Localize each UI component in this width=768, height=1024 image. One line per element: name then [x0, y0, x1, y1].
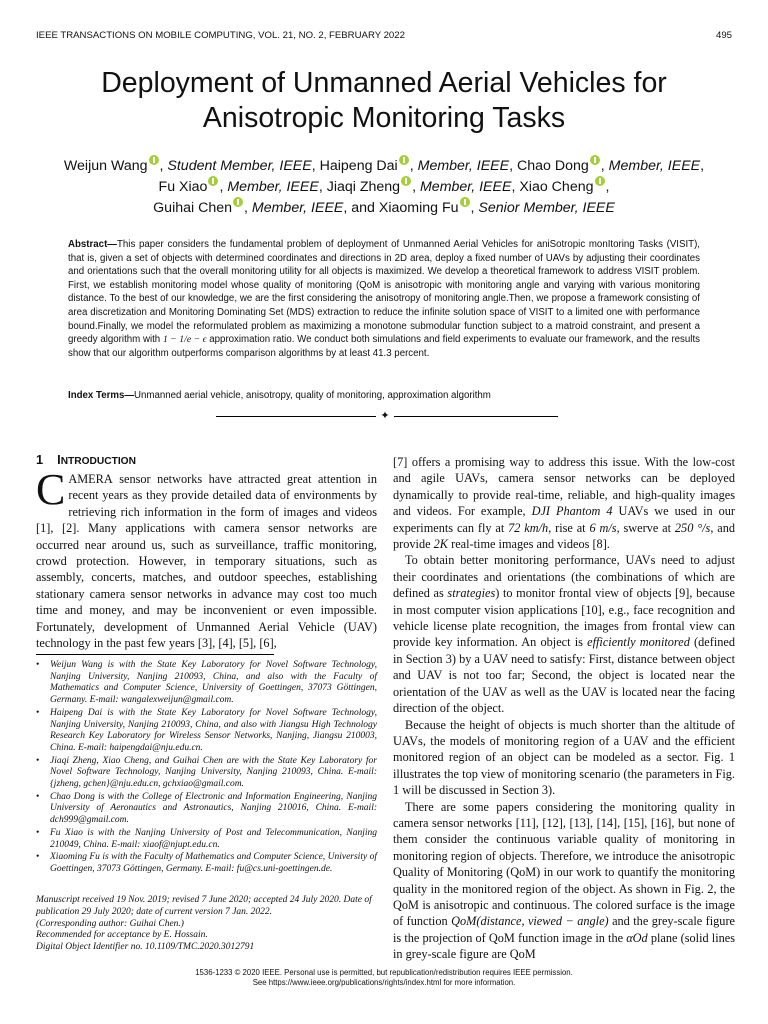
doi[interactable]: Digital Object Identifier no. 10.1109/TMC.2020.3012791 [36, 942, 255, 953]
manuscript-info [36, 895, 377, 954]
corresponding-author: (Corresponding author: Guihai Chen.) [36, 918, 184, 929]
intro-paragraph [36, 465, 377, 651]
footnote-item: • Haipeng Dai is with the State Key Laboratory for Novel Software Technology, Nanjing University, Nanjing 210093, China, and also with Jiangsu High Technology Research Key Laboratory for Wireless Sensor Networks, Nanjing, Jiangsu 210003, China. E-mail: haipengdai@nju.edu.cn. [36, 708, 377, 755]
footnote-item: • Fu Xiao is with the Nanjing University of Post and Telecommunication, Nanjing 210049, China. E-mail: xiaof@njupt.edu.cn. [36, 828, 377, 851]
orcid-icon[interactable] [149, 155, 159, 165]
orcid-icon[interactable] [460, 197, 470, 207]
footnote-item: • Xiaoming Fu is with the Faculty of Mathematics and Computer Science, University of Goettingen, 37073 Göttingen, Germany. E-mail: fu@cs.uni-goettingen.de. [36, 852, 377, 875]
affiliation-footnotes [36, 660, 377, 877]
math-rise: 6 m/s [589, 520, 617, 535]
abstract-text: This paper considers the fundamental problem of deployment of Unmanned Aerial Vehicles for aniSotropic monItoring Tasks (VISIT), that is, given a set of objects with determined coordinates and directions in 2D area, deploy a fixed number of UAVs by adjusting their coordinates and orientations such that the overall monitoring utility for all objects is maximized. We develop a theoretical framework to address VISIT problem. First, we establish monitoring model whose quality of monitoring (QoM is anisotropic with monitoring angle and varying with various monitoring distance. To the best of our knowledge, we are the first considering the anisotropy of monitoring angle.Then, we propose a framework consisting of area discretization and Monitoring Dominating Set (MDS) extraction to reduce the infinite solution space of VISIT to a limited one with performance bound.Finally, we model the reformulated problem as maximizing a monotone submodular function subject to a matroid constraint, and present a greedy algorithm with [68, 239, 700, 346]
author-name: Xiaoming Fu [378, 200, 459, 216]
manuscript-dates: Manuscript received 19 Nov. 2019; revised 7 June 2020; accepted 24 July 2020. Date of publication 29 July 2020; date of current version 7 Jan. 2022. [36, 895, 372, 917]
separator-star-icon: ✦ [376, 407, 394, 425]
author-name: Weijun Wang [63, 158, 148, 174]
intro-text: sensor networks have attracted great attention in recent years as they provide detailed data of environments by retrieving rich information in the form of images and videos [1], [2]. Many applications with camera sensor networks are occurred near around us, such as surveillance, traffic monitoring, crowd protection. However, in temporary situations, such as assembly, concerts, matches, and outdoor speeches, establishing stationary camera sensor networks in advance may cost too much time and money, and may be inconvenient or even impossible. Fortunately, development of Unmanned Aerial Vehicle (UAV) technology in the past few years [3], [4], [5], [6], [36, 472, 377, 651]
index-terms-text: Unmanned aerial vehicle, anisotropy, quality of monitoring, approximation algorithm [134, 390, 491, 401]
recommended-by: Recommended for acceptance by E. Hossain. [36, 930, 208, 941]
journal-name: IEEE TRANSACTIONS ON MOBILE COMPUTING, VOL. 21, NO. 2, FEBRUARY 2022 [36, 30, 405, 41]
math-swerve: 250 °/s [674, 520, 711, 535]
section-title-first: I [57, 452, 61, 467]
copyright-notice [36, 968, 732, 987]
footnote-item: • Chao Dong is with the College of Electronic and Information Engineering, Nanjing University of Aeronautics and Astronautics, Nanjing 210016, China. E-mail: dch999@gmail.com. [36, 792, 377, 827]
author-line-1: Weijun Wang , Student Member, IEEE, Haipeng Dai , Member, IEEE, Chao Dong , Member, IEEE, [40, 155, 728, 176]
right-column [393, 454, 735, 963]
footnote-item: • Jiaqi Zheng, Xiao Cheng, and Guihai Chen are with the State Key Laboratory for Novel Software Technology, Nanjing University, Nanjing 210093, China. E-mail: {jzheng, gchen}@nju.edu.cn, gchxiao@gmail.com. [36, 756, 377, 791]
term-efficiently-monitored: efficiently monitored [587, 635, 690, 650]
page-number: 495 [715, 30, 732, 41]
author-name: Jiaqi Zheng [326, 179, 401, 195]
math-plane: αOd [626, 930, 648, 945]
author-name: Xiao Cheng [519, 179, 594, 195]
paragraph: There are some papers considering the monitoring quality in camera sensor networks [11], [12], [13], [14], [15], [16], but none of them consider the continuous variable quality of monitoring in monitoring region of objects. Therefore, we introduce the anisotropic Quality of Monitoring (QoM) in our work to quantify the monitoring quality in the monitored region of the object. As shown in Fig. 2, the QoM is anisotropic and continuous. The colored surface is the image of function QoM(distance, viewed − angle) and the grey-scale figure is the projection of QoM function image in the αOd plane (solid lines in grey-scale figure are QoM [393, 799, 736, 962]
orcid-icon[interactable] [233, 197, 243, 207]
abstract-tail: approximation ratio. We conduct both simulations and field experiments to evaluate our framework, and the results show that our algorithm outperforms comparison algorithms by at least 41.3 percent. [68, 334, 700, 359]
abstract-label: Abstract— [68, 239, 117, 250]
author-role: Member, IEEE [417, 158, 510, 174]
orcid-icon[interactable] [208, 176, 218, 186]
footnote-item: • Weijun Wang is with the State Key Laboratory for Novel Software Technology, Nanjing University, Nanjing 210093, China, and also with the Faculty of Mathematics and Computer Science, University of Goettingen, 37073 Göttingen, Germany. E-mail: wangalexweijun@gmail.com. [36, 660, 377, 707]
author-name: Guihai Chen [153, 200, 233, 216]
section-number: 1 [36, 452, 44, 467]
approximation-ratio: 1 − 1/e − ϵ [162, 334, 207, 346]
paragraph: [7] offers a promising way to address this issue. With the low-cost and agile UAVs, camera sensor networks can be deployed dynamically to provide real-time, reliable, and high-quality images and videos. For example, DJI Phantom 4 UAVs we used in our experiments can fly at 72 km/h, rise at 6 m/s, swerve at 250 °/s, and provide 2K real-time images and videos [8]. [393, 455, 736, 552]
orcid-icon[interactable] [595, 176, 605, 186]
drop-cap: C [36, 465, 66, 514]
author-name: Haipeng Dai [319, 158, 398, 174]
index-terms [68, 389, 700, 402]
author-name: Chao Dong [516, 158, 589, 174]
footnote-rule [36, 654, 274, 655]
author-line-3: Guihai Chen , Member, IEEE, and Xiaoming Fu , Senior Member, IEEE [40, 197, 728, 218]
math-qom-function: QoM(distance, viewed − angle) [451, 914, 609, 929]
orcid-icon[interactable] [590, 155, 600, 165]
author-role: Member, IEEE [419, 179, 512, 195]
copyright-line-2: See https://www.ieee.org/publications/rights/index.html for more information. [252, 977, 516, 987]
author-role: Member, IEEE [608, 158, 701, 174]
math-speed: 72 km/h [508, 520, 549, 535]
author-line-2: Fu Xiao , Member, IEEE, Jiaqi Zheng , Member, IEEE, Xiao Cheng , [40, 176, 728, 197]
index-terms-label: Index Terms— [68, 390, 135, 401]
title-line-1: Deployment of Unmanned Aerial Vehicles for [101, 67, 667, 99]
abstract [68, 238, 700, 360]
running-head [36, 30, 732, 44]
math-resolution: 2K [433, 537, 449, 552]
author-role: Student Member, IEEE [167, 158, 312, 174]
paper-title [30, 66, 738, 136]
copyright-line-1: 1536-1233 © 2020 IEEE. Personal use is permitted, but republication/redistribution requires IEEE permission. [195, 968, 573, 977]
paragraph: Because the height of objects is much shorter than the altitude of UAVs, the models of monitoring region of a UAV and the efficient monitored region of an object can be modeled as a sector. Fig. 1 illustrates the top view of monitoring scenario (the parameters in Fig. 1 will be discussed in Section 3). [393, 717, 735, 798]
left-column [36, 465, 377, 651]
smallcaps-word: AMERA [68, 472, 113, 486]
term-strategies: strategies [447, 586, 496, 601]
author-list [40, 155, 728, 218]
author-role: Senior Member, IEEE [478, 200, 615, 216]
author-role: Member, IEEE [227, 179, 319, 195]
orcid-icon[interactable] [399, 155, 409, 165]
orcid-icon[interactable] [401, 176, 411, 186]
section-title-rest: NTRODUCTION [60, 456, 136, 467]
paragraph: To obtain better monitoring performance, UAVs need to adjust their coordinates and orientations (the combinations of which are defined as strategies) to monitor frontal view of objects [9], because in most computer vision applications [10], e.g., face recognition and vehicle license plate recognition, the images from frontal view can provide key information. An object is efficiently monitored (defined in Section 3) by a UAV need to satisfy: First, distance between object and UAV is not too far; Second, the object is located near the orientation of the UAV as well as the UAV is located near the facing direction of the object. [393, 553, 736, 716]
title-line-2: Anisotropic Monitoring Tasks [202, 102, 566, 134]
author-name: Fu Xiao [158, 179, 208, 195]
uav-model: DJI Phantom 4 [531, 504, 613, 519]
author-role: Member, IEEE [251, 200, 344, 216]
